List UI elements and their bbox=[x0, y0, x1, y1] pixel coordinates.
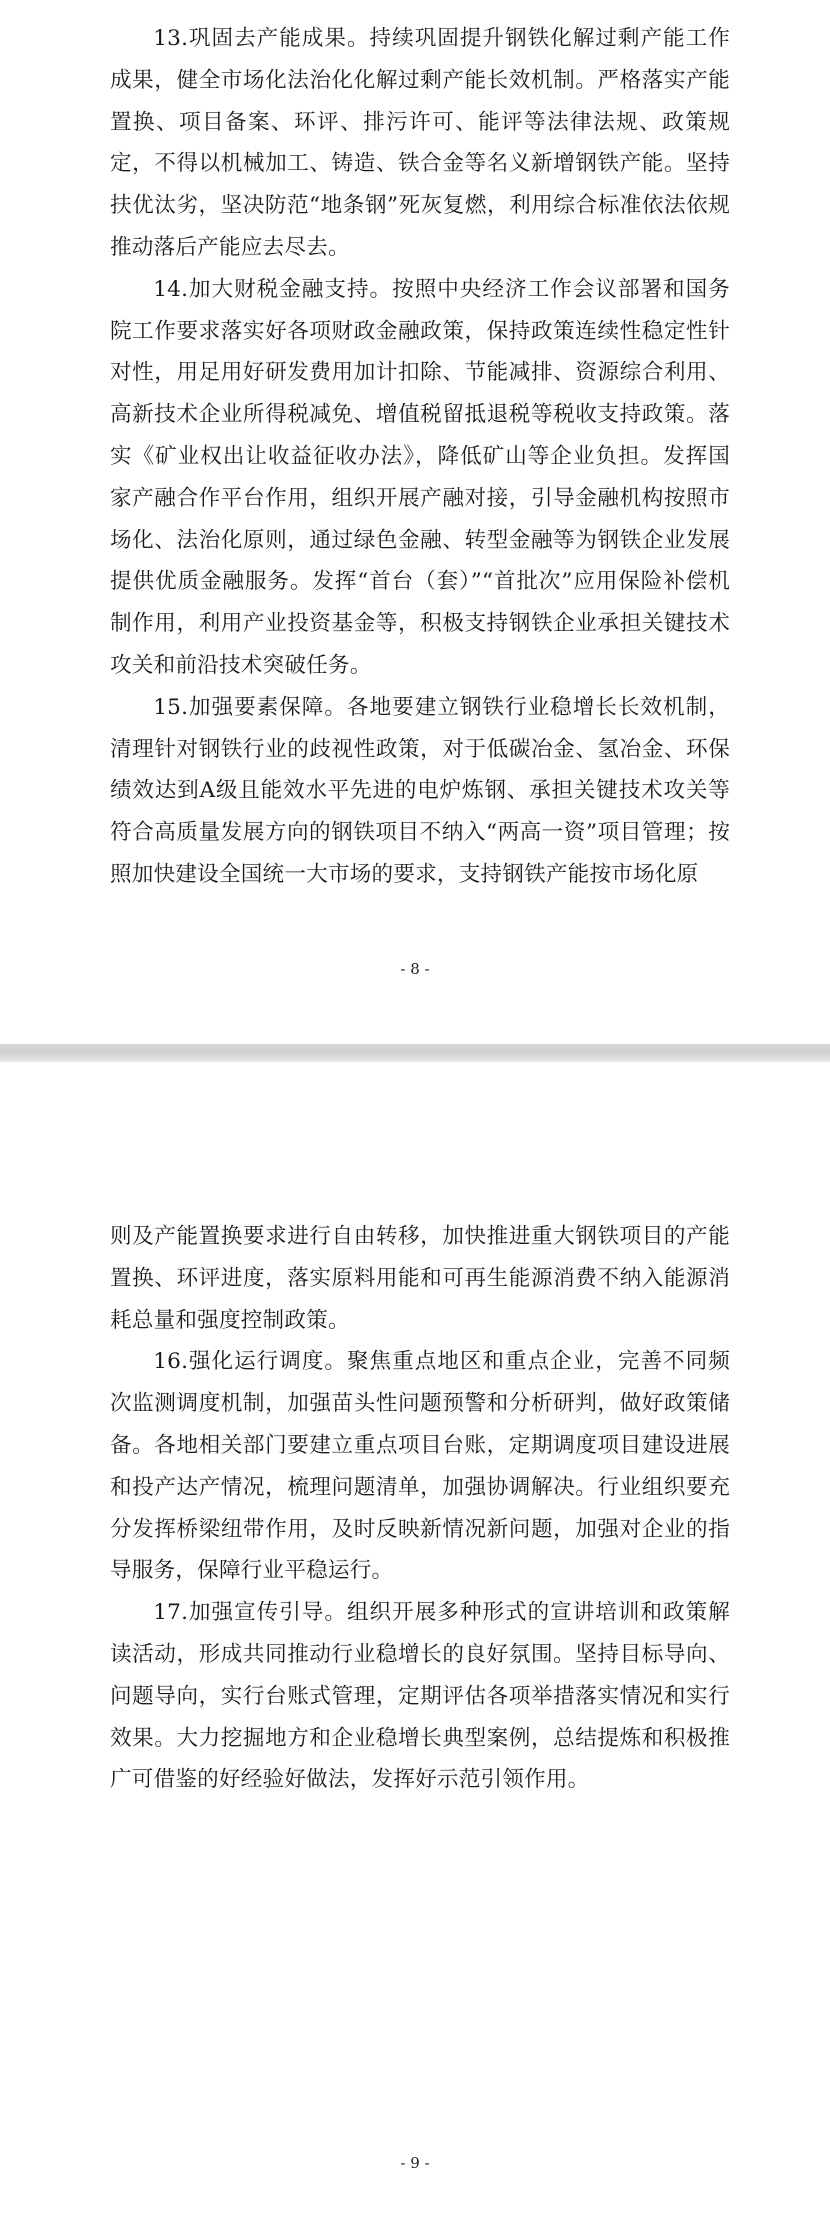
document-page-9 bbox=[0, 1062, 830, 2240]
document-page-8 bbox=[0, 0, 830, 1044]
page-number: - 8 - bbox=[400, 960, 430, 978]
page-8-body bbox=[110, 18, 730, 896]
paragraph-item-13: 13.巩固去产能成果。持续巩固提升钢铁化解过剩产能工作成果，健全市场化法治化化解过剩产能长效机制。严格落实产能置换、项目备案、环评、排污许可、能评等法律法规、政策规定，不得以机械加工、铸造、铁合金等名义新增钢铁产能。坚持扶优汰劣，坚决防范“地条钢”死灰复燃，利用综合标准依法依规推动落后产能应去尽去。 bbox=[110, 26, 730, 260]
paragraph-item-17: 17.加强宣传引导。组织开展多种形式的宣讲培训和政策解读活动，形成共同推动行业稳增长的良好氛围。坚持目标导向、问题导向，实行台账式管理，定期评估各项举措落实情况和实行效果。大力挖掘地方和企业稳增长典型案例，总结提炼和积极推广可借鉴的好经验好做法，发挥好示范引领作用。 bbox=[110, 1600, 730, 1793]
page-9-body bbox=[110, 1216, 730, 1801]
paragraph-continuation: 则及产能置换要求进行自由转移，加快推进重大钢铁项目的产能置换、环评进度，落实原料用能和可再生能源消费不纳入能源消耗总量和强度控制政策。 bbox=[110, 1224, 730, 1333]
page-separator bbox=[0, 1044, 830, 1062]
paragraph-item-15: 15.加强要素保障。各地要建立钢铁行业稳增长长效机制，清理针对钢铁行业的歧视性政策，对于低碳冶金、氢冶金、环保绩效达到A级且能效水平先进的电炉炼钢、承担关键技术攻关等符合高质量发展方向的钢铁项目不纳入“两高一资”项目管理；按照加快建设全国统一大市场的要求，支持钢铁产能按市场化原 bbox=[110, 694, 730, 887]
paragraph-item-14: 14.加大财税金融支持。按照中央经济工作会议部署和国务院工作要求落实好各项财政金融政策，保持政策连续性稳定性针对性，用足用好研发费用加计扣除、节能减排、资源综合利用、高新技术企业所得税减免、增值税留抵退税等税收支持政策。落实《矿业权出让收益征收办法》，降低矿山等企业负担。发挥国家产融合作平台作用，组织开展产融对接，引导金融机构按照市场化、法治化原则，通过绿色金融、转型金融等为钢铁企业发展提供优质金融服务。发挥“首台（套）”“首批次”应用保险补偿机制作用，利用产业投资基金等，积极支持钢铁企业承担关键技术攻关和前沿技术突破任务。 bbox=[110, 276, 730, 678]
paragraph-item-16: 16.强化运行调度。聚焦重点地区和重点企业，完善不同频次监测调度机制，加强苗头性问题预警和分析研判，做好政策储备。各地相关部门要建立重点项目台账，定期调度项目建设进展和投产达产情况，梳理问题清单，加强协调解决。行业组织要充分发挥桥梁纽带作用，及时反映新情况新问题，加强对企业的指导服务，保障行业平稳运行。 bbox=[110, 1349, 730, 1584]
page-number: - 9 - bbox=[400, 2154, 430, 2172]
